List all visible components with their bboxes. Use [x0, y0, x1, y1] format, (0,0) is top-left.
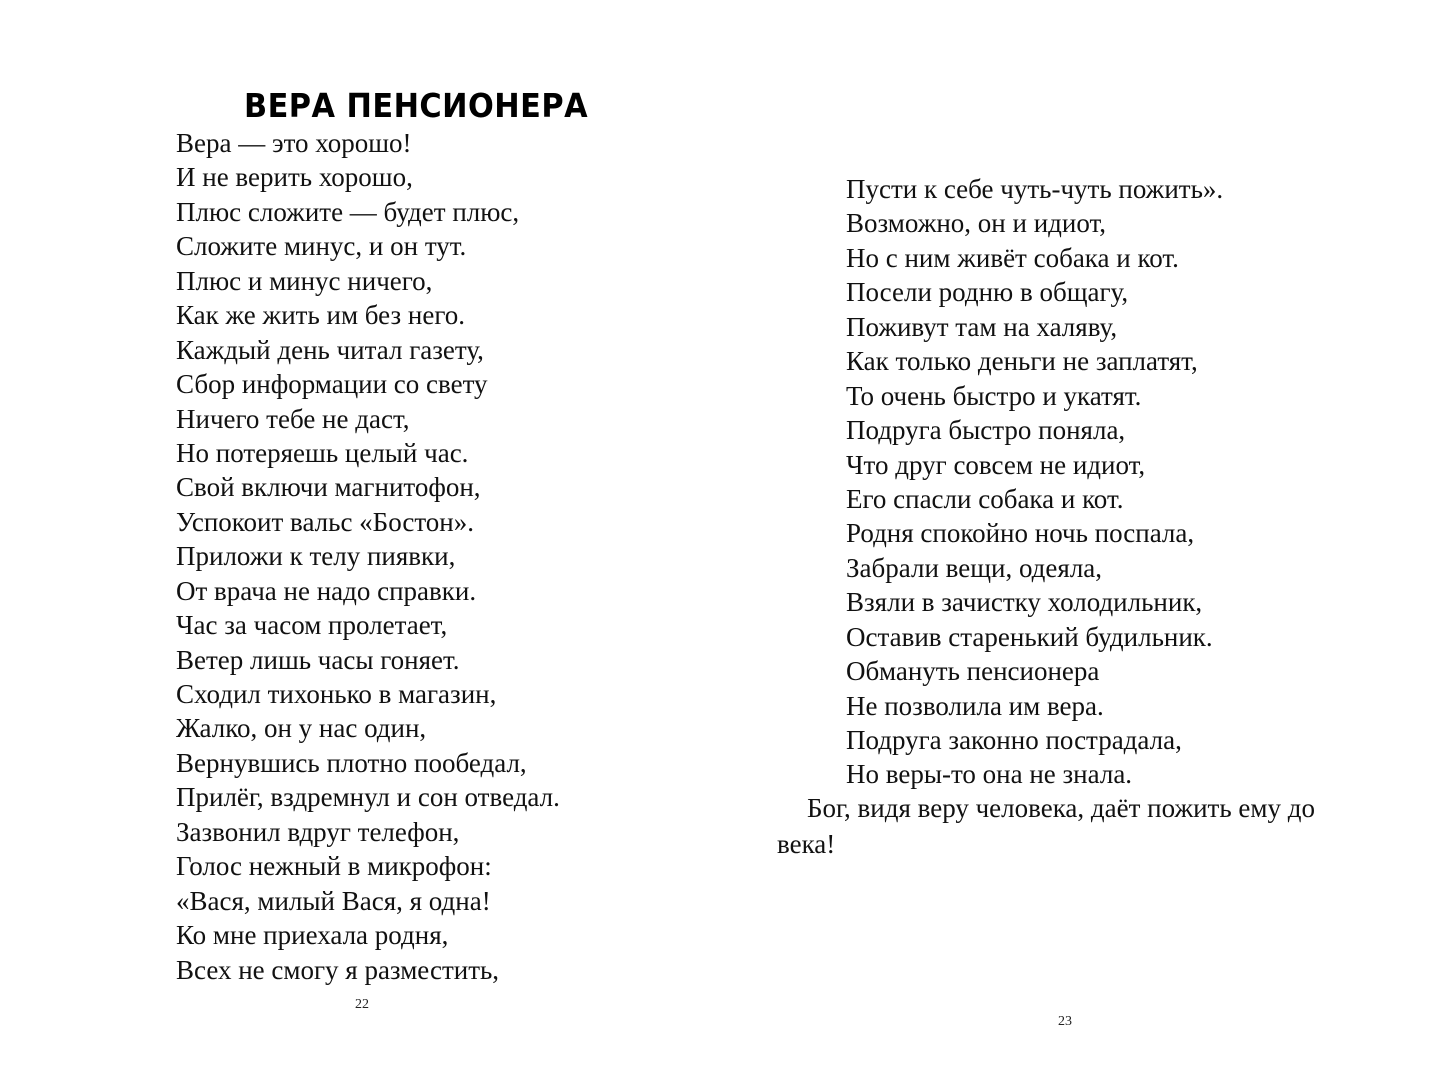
page-number: 23: [1058, 1014, 1072, 1029]
verse-line: Пусти к себе чуть-чуть пожить».: [846, 174, 1224, 204]
verse-line: Сложите минус, и он тут.: [176, 231, 467, 262]
verse-line: Приложи к телу пиявки,: [176, 541, 456, 572]
verse-line: Взяли в зачистку холодильник,: [846, 587, 1203, 618]
verse-line: Вернувшись плотно пообедал,: [176, 747, 527, 778]
verse-line: Каждый день читал газету,: [176, 334, 484, 365]
verse-line: Забрали вещи, одеяла,: [846, 552, 1103, 583]
poem-title: ВЕРА ПЕНСИОНЕРА: [244, 86, 589, 125]
verse-line: Сбор информации со свету: [176, 369, 488, 400]
closing-prose: Бог, видя веру человека, даёт пожить ему до века!: [777, 793, 1315, 859]
verse-line: То очень быстро и укатят.: [846, 380, 1142, 411]
verse-line: Не позволила им вера.: [846, 690, 1104, 721]
page-number: 22: [355, 997, 369, 1012]
verse-line: Всех не смогу я разместить,: [176, 954, 500, 985]
verse-line: Оставив старенький будильник.: [846, 621, 1213, 652]
verse-line: Ничего тебе не даст,: [176, 403, 410, 434]
verse-line: Посели родню в общагу,: [846, 277, 1129, 308]
left-verse: [176, 126, 560, 987]
verse-line: Прилёг, вздремнул и сон отведал.: [176, 782, 560, 813]
right-verse: [846, 172, 1223, 792]
verse-line: Как только деньги не заплатят,: [846, 346, 1198, 377]
verse-line: «Вася, милый Вася, я одна!: [176, 885, 491, 916]
verse-line: Свой включи магнитофон,: [176, 472, 481, 503]
verse-line: Родня спокойно ночь поспала,: [846, 518, 1195, 549]
verse-line: Как же жить им без него.: [176, 300, 465, 331]
verse-line: Подруга законно пострадала,: [846, 725, 1182, 755]
verse-line: Но потеряешь целый час.: [176, 437, 469, 468]
verse-line: Вера — это хорошо!: [176, 128, 412, 158]
verse-line: Успокоит вальс «Бостон».: [176, 506, 474, 537]
verse-line: Час за часом пролетает,: [176, 610, 448, 641]
verse-line: Подруга быстро поняла,: [846, 415, 1126, 446]
verse-line: Плюс и минус ничего,: [176, 265, 433, 296]
verse-line: Но веры-то она не знала.: [846, 759, 1133, 790]
verse-line: Что друг совсем не идиот,: [846, 449, 1146, 480]
verse-line: Ко мне приехала родня,: [176, 920, 449, 951]
verse-line: Жалко, он у нас один,: [176, 713, 427, 744]
verse-line: Поживут там на халяву,: [846, 311, 1118, 342]
verse-line: Голос нежный в микрофон:: [176, 851, 492, 882]
verse-line: Но с ним живёт собака и кот.: [846, 242, 1179, 273]
verse-line: Ветер лишь часы гоняет.: [176, 644, 460, 675]
verse-line: И не верить хорошо,: [176, 162, 413, 193]
verse-line: Возможно, он и идиот,: [846, 208, 1107, 239]
verse-line: Плюс сложите — будет плюс,: [176, 196, 520, 227]
right-page: [717, 0, 1434, 1080]
verse-line: Его спасли собака и кот.: [846, 483, 1124, 514]
verse-line: Зазвонил вдруг телефон,: [176, 816, 460, 847]
verse-line: Сходил тихонько в магазин,: [176, 679, 497, 709]
verse-line: Обмануть пенсионера: [846, 656, 1100, 687]
verse-line: От врача не надо справки.: [176, 575, 477, 606]
